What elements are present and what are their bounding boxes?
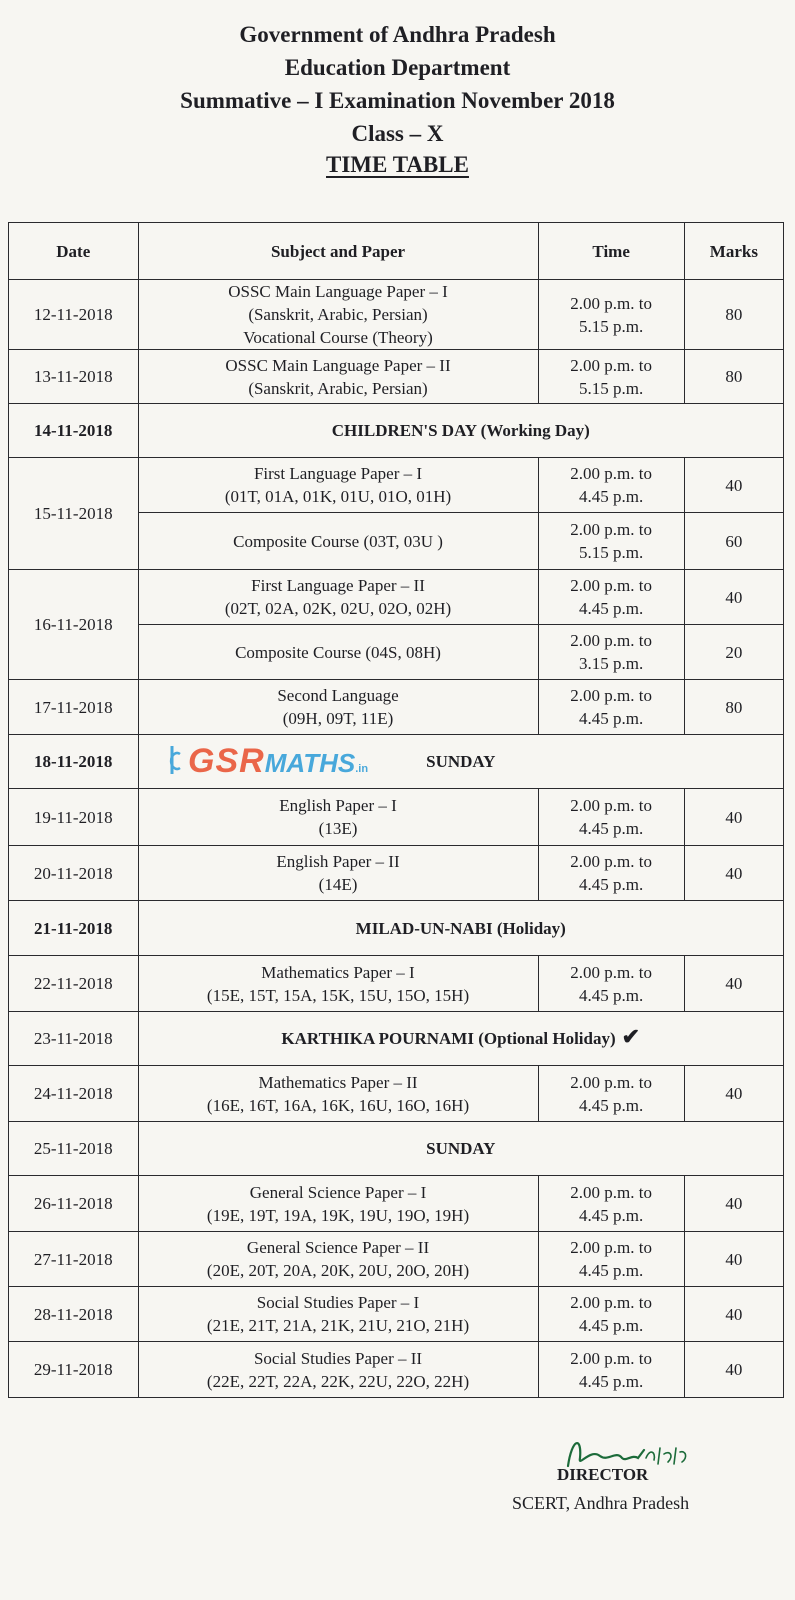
table-row — [9, 846, 784, 901]
subject-line: (02T, 02A, 02K, 02U, 02O, 02H) — [224, 599, 452, 618]
event-cell: MILAD-UN-NABI (Holiday) — [138, 901, 784, 956]
subject-line: (14E) — [318, 875, 358, 894]
subject-line: (16E, 16T, 16A, 16K, 16U, 16O, 16H) — [206, 1095, 470, 1115]
table-row — [9, 1232, 784, 1287]
table-row — [9, 1122, 784, 1176]
subject-line: (20E, 20T, 20A, 20K, 20U, 20O, 20H) — [206, 1261, 470, 1280]
watermark-brand2: MATHS — [264, 748, 356, 778]
marks-cell: 40 — [684, 1232, 783, 1287]
table-row — [9, 1066, 784, 1122]
time-end: 4.45 p.m. — [579, 1316, 644, 1335]
subject-cell — [138, 458, 538, 513]
subject-cell — [138, 680, 538, 735]
date-cell: 22-11-2018 — [9, 956, 139, 1012]
document-header — [0, 18, 795, 180]
time-cell — [538, 1232, 684, 1287]
marks-cell: 40 — [684, 846, 783, 901]
time-end: 5.15 p.m. — [579, 316, 644, 336]
subject-cell — [138, 1066, 538, 1122]
subject-cell — [138, 1287, 538, 1342]
department-name: Education Department — [284, 55, 511, 80]
class-name: Class – X — [351, 121, 444, 146]
time-start: 2.00 p.m. to — [570, 686, 652, 705]
time-start: 2.00 p.m. to — [570, 293, 652, 313]
date-cell: 23-11-2018 — [9, 1012, 139, 1066]
time-start: 2.00 p.m. to — [570, 355, 652, 375]
table-row — [9, 956, 784, 1012]
marks-cell: 40 — [684, 1342, 783, 1398]
time-start: 2.00 p.m. to — [570, 1293, 652, 1312]
event-cell: CHILDREN'S DAY (Working Day) — [138, 404, 784, 458]
time-end: 3.15 p.m. — [579, 654, 644, 673]
date-cell: 16-11-2018 — [9, 570, 139, 680]
date-cell: 14-11-2018 — [9, 404, 139, 458]
subject-line: Mathematics Paper – II — [258, 1072, 418, 1092]
subject-line: Mathematics Paper – I — [261, 962, 415, 982]
subject-cell — [138, 1232, 538, 1287]
govt-name: Government of Andhra Pradesh — [239, 22, 556, 47]
time-start: 2.00 p.m. to — [570, 1072, 652, 1092]
table-row — [9, 458, 784, 513]
event-cell: SUNDAY — [138, 1122, 784, 1176]
time-end: 4.45 p.m. — [579, 487, 644, 506]
table-row — [9, 404, 784, 458]
subject-line: (15E, 15T, 15A, 15K, 15U, 15O, 15H) — [206, 985, 470, 1005]
date-cell: 19-11-2018 — [9, 789, 139, 846]
col-subject-header: Subject and Paper — [138, 223, 538, 280]
subject-cell: Composite Course (04S, 08H) — [138, 625, 538, 680]
time-end: 4.45 p.m. — [579, 1095, 644, 1115]
time-end: 4.45 p.m. — [579, 1371, 644, 1391]
subject-cell — [138, 280, 538, 350]
subject-line: Social Studies Paper – II — [253, 1348, 423, 1368]
marks-cell: 60 — [684, 513, 783, 570]
signatory-title: DIRECTOR — [557, 1465, 649, 1484]
time-start: 2.00 p.m. to — [570, 520, 652, 539]
time-start: 2.00 p.m. to — [570, 1238, 652, 1257]
date-cell: 29-11-2018 — [9, 1342, 139, 1398]
date-cell: 12-11-2018 — [9, 280, 139, 350]
marks-cell: 40 — [684, 458, 783, 513]
subject-line: Social Studies Paper – I — [256, 1293, 420, 1312]
time-cell — [538, 513, 684, 570]
table-row — [9, 1342, 784, 1398]
subject-line: (09H, 09T, 11E) — [282, 709, 394, 728]
marks-cell: 40 — [684, 1287, 783, 1342]
table-row — [9, 280, 784, 350]
time-end: 5.15 p.m. — [579, 543, 644, 562]
col-marks-header: Marks — [684, 223, 783, 280]
page-title: TIME TABLE — [326, 152, 469, 177]
time-cell — [538, 458, 684, 513]
time-cell — [538, 1287, 684, 1342]
subject-line: (19E, 19T, 19A, 19K, 19U, 19O, 19H) — [206, 1205, 470, 1225]
subject-line: (Sanskrit, Arabic, Persian) — [248, 378, 428, 398]
table-row — [9, 570, 784, 625]
time-end: 4.45 p.m. — [579, 985, 644, 1005]
col-date-header: Date — [9, 223, 139, 280]
subject-line: Second Language — [277, 686, 399, 705]
marks-cell: 40 — [684, 570, 783, 625]
time-start: 2.00 p.m. to — [570, 631, 652, 650]
subject-line: English Paper – II — [276, 852, 400, 871]
marks-cell: 40 — [684, 789, 783, 846]
subject-cell — [138, 570, 538, 625]
time-start: 2.00 p.m. to — [570, 464, 652, 483]
subject-line: OSSC Main Language Paper – II — [225, 355, 451, 375]
subject-cell — [138, 350, 538, 404]
date-cell: 17-11-2018 — [9, 680, 139, 735]
watermark-domain: .in — [355, 763, 369, 775]
time-cell — [538, 680, 684, 735]
exam-name: Summative – I Examination November 2018 — [180, 88, 615, 113]
time-start: 2.00 p.m. to — [570, 1348, 652, 1368]
time-cell — [538, 570, 684, 625]
date-cell: 18-11-2018 — [9, 735, 139, 789]
table-row — [9, 1012, 784, 1066]
checkmark-icon: ✔ — [621, 1024, 641, 1049]
marks-cell: 80 — [684, 350, 783, 404]
time-cell — [538, 280, 684, 350]
time-cell — [538, 625, 684, 680]
table-row — [9, 680, 784, 735]
subject-cell — [138, 1176, 538, 1232]
table-header-row — [9, 223, 784, 280]
event-text: KARTHIKA POURNAMI (Optional Holiday) — [281, 1029, 616, 1048]
table-row — [9, 1176, 784, 1232]
subject-line: English Paper – I — [279, 796, 397, 815]
subject-cell — [138, 1342, 538, 1398]
time-start: 2.00 p.m. to — [570, 852, 652, 871]
table-row — [9, 901, 784, 956]
time-start: 2.00 p.m. to — [570, 576, 652, 595]
subject-line: (21E, 21T, 21A, 21K, 21U, 21O, 21H) — [206, 1316, 470, 1335]
time-cell — [538, 846, 684, 901]
time-start: 2.00 p.m. to — [570, 796, 652, 815]
subject-cell — [138, 956, 538, 1012]
time-cell — [538, 1066, 684, 1122]
date-cell: 26-11-2018 — [9, 1176, 139, 1232]
time-end: 4.45 p.m. — [579, 819, 644, 838]
marks-cell: 80 — [684, 280, 783, 350]
subject-line: (Sanskrit, Arabic, Persian) — [248, 305, 428, 324]
time-cell — [538, 1342, 684, 1398]
date-cell: 21-11-2018 — [9, 901, 139, 956]
time-end: 4.45 p.m. — [579, 1205, 644, 1225]
subject-line: First Language Paper – I — [253, 464, 423, 483]
date-cell: 25-11-2018 — [9, 1122, 139, 1176]
subject-line: Vocational Course (Theory) — [243, 328, 433, 347]
time-end: 5.15 p.m. — [579, 378, 644, 398]
subject-line: (01T, 01A, 01K, 01U, 01O, 01H) — [224, 487, 452, 506]
subject-line: OSSC Main Language Paper – I — [228, 282, 448, 301]
marks-cell: 80 — [684, 680, 783, 735]
marks-cell: 40 — [684, 956, 783, 1012]
date-cell: 27-11-2018 — [9, 1232, 139, 1287]
signatory-org: SCERT, Andhra Pradesh — [512, 1493, 690, 1513]
time-start: 2.00 p.m. to — [570, 1182, 652, 1202]
subject-cell — [138, 846, 538, 901]
date-cell: 24-11-2018 — [9, 1066, 139, 1122]
subject-line: General Science Paper – I — [249, 1182, 427, 1202]
time-table — [8, 222, 784, 1398]
subject-line: (13E) — [318, 819, 358, 838]
date-cell: 15-11-2018 — [9, 458, 139, 570]
subject-cell — [138, 789, 538, 846]
subject-line: First Language Paper – II — [251, 576, 425, 595]
table-row — [9, 789, 784, 846]
date-cell: 20-11-2018 — [9, 846, 139, 901]
subject-line: (22E, 22T, 22A, 22K, 22U, 22O, 22H) — [206, 1371, 470, 1391]
watermark-brand: GSR — [188, 742, 265, 780]
time-cell — [538, 789, 684, 846]
marks-cell: 20 — [684, 625, 783, 680]
time-cell — [538, 956, 684, 1012]
table-row — [9, 735, 784, 789]
col-time-header: Time — [538, 223, 684, 280]
marks-cell: 40 — [684, 1066, 783, 1122]
event-cell: SUNDAY — [138, 735, 784, 789]
table-row — [9, 350, 784, 404]
date-cell: 28-11-2018 — [9, 1287, 139, 1342]
time-end: 4.45 p.m. — [579, 599, 644, 618]
time-cell — [538, 350, 684, 404]
marks-cell: 40 — [684, 1176, 783, 1232]
event-cell — [138, 1012, 784, 1066]
time-end: 4.45 p.m. — [579, 875, 644, 894]
time-cell — [538, 1176, 684, 1232]
time-end: 4.45 p.m. — [579, 709, 644, 728]
time-start: 2.00 p.m. to — [570, 962, 652, 982]
date-cell: 13-11-2018 — [9, 350, 139, 404]
subject-cell: Composite Course (03T, 03U ) — [138, 513, 538, 570]
subject-line: General Science Paper – II — [246, 1238, 430, 1257]
table-row — [9, 1287, 784, 1342]
time-end: 4.45 p.m. — [579, 1261, 644, 1280]
